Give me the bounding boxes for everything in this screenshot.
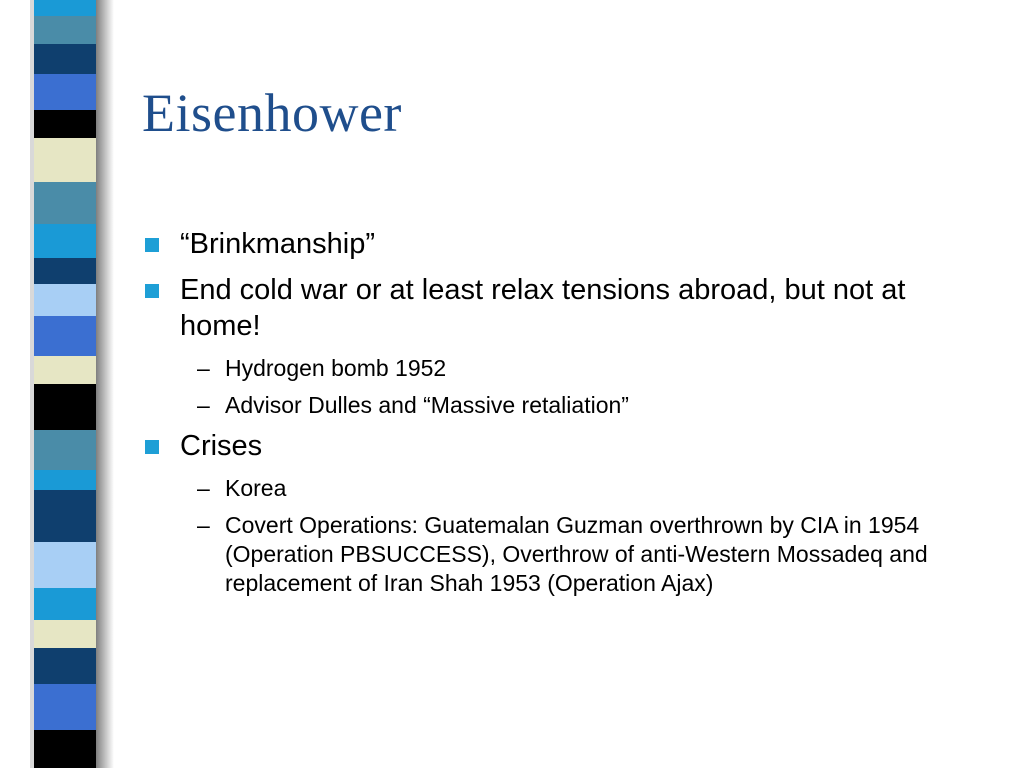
stripe-block [34,684,98,730]
bullet-item [142,272,992,344]
sub-bullet-text: Hydrogen bomb 1952 [225,355,447,381]
square-bullet-icon [145,440,159,454]
dash-marker: – [197,512,210,538]
decorative-stripe [34,0,98,768]
stripe-block [34,0,98,16]
stripe-block [34,542,98,588]
bullet-item [142,226,992,262]
stripe-block [34,258,98,284]
dash-marker: – [197,475,210,501]
bullet-text: Crises [180,430,263,462]
stripe-block [34,316,98,356]
stripe-block [34,490,98,542]
stripe-block [34,74,98,110]
stripe-block [34,44,98,74]
stripe-block [34,430,98,470]
sub-bullet-text: Covert Operations: Guatemalan Guzman overthrown by CIA in 1954 (Operation PBSUCCESS), Overthrow of anti-Western Mossadeq and replacement of Iran Shah 1953 (Operation Ajax) [225,512,928,596]
stripe-shadow [96,0,114,768]
stripe-block [34,384,98,430]
bullet-item [142,428,992,464]
sub-bullet-item [142,511,992,598]
square-bullet-icon [145,284,159,298]
stripe-block [34,588,98,620]
stripe-block [34,470,98,490]
bullet-group [142,226,992,262]
bullet-text: “Brinkmanship” [180,228,375,260]
dash-marker: – [197,355,210,381]
bullet-group [142,272,992,420]
stripe-block [34,356,98,384]
dash-marker: – [197,392,210,418]
stripe-block [34,284,98,316]
sub-bullet-text: Advisor Dulles and “Massive retaliation” [225,392,629,418]
stripe-block [34,620,98,648]
stripe-block [34,138,98,182]
bullet-group [142,428,992,598]
slide-title: Eisenhower [142,83,402,143]
stripe-block [34,16,98,44]
stripe-block [34,224,98,258]
sub-bullet-item [142,474,992,503]
sub-bullet-item [142,391,992,420]
square-bullet-icon [145,238,159,252]
sub-bullet-item [142,354,992,383]
stripe-block [34,182,98,224]
sub-bullet-text: Korea [225,475,287,501]
stripe-block [34,648,98,684]
bullet-text: End cold war or at least relax tensions abroad, but not at home! [180,274,906,342]
slide-body [142,226,992,606]
stripe-block [34,730,98,768]
stripe-block [34,110,98,138]
